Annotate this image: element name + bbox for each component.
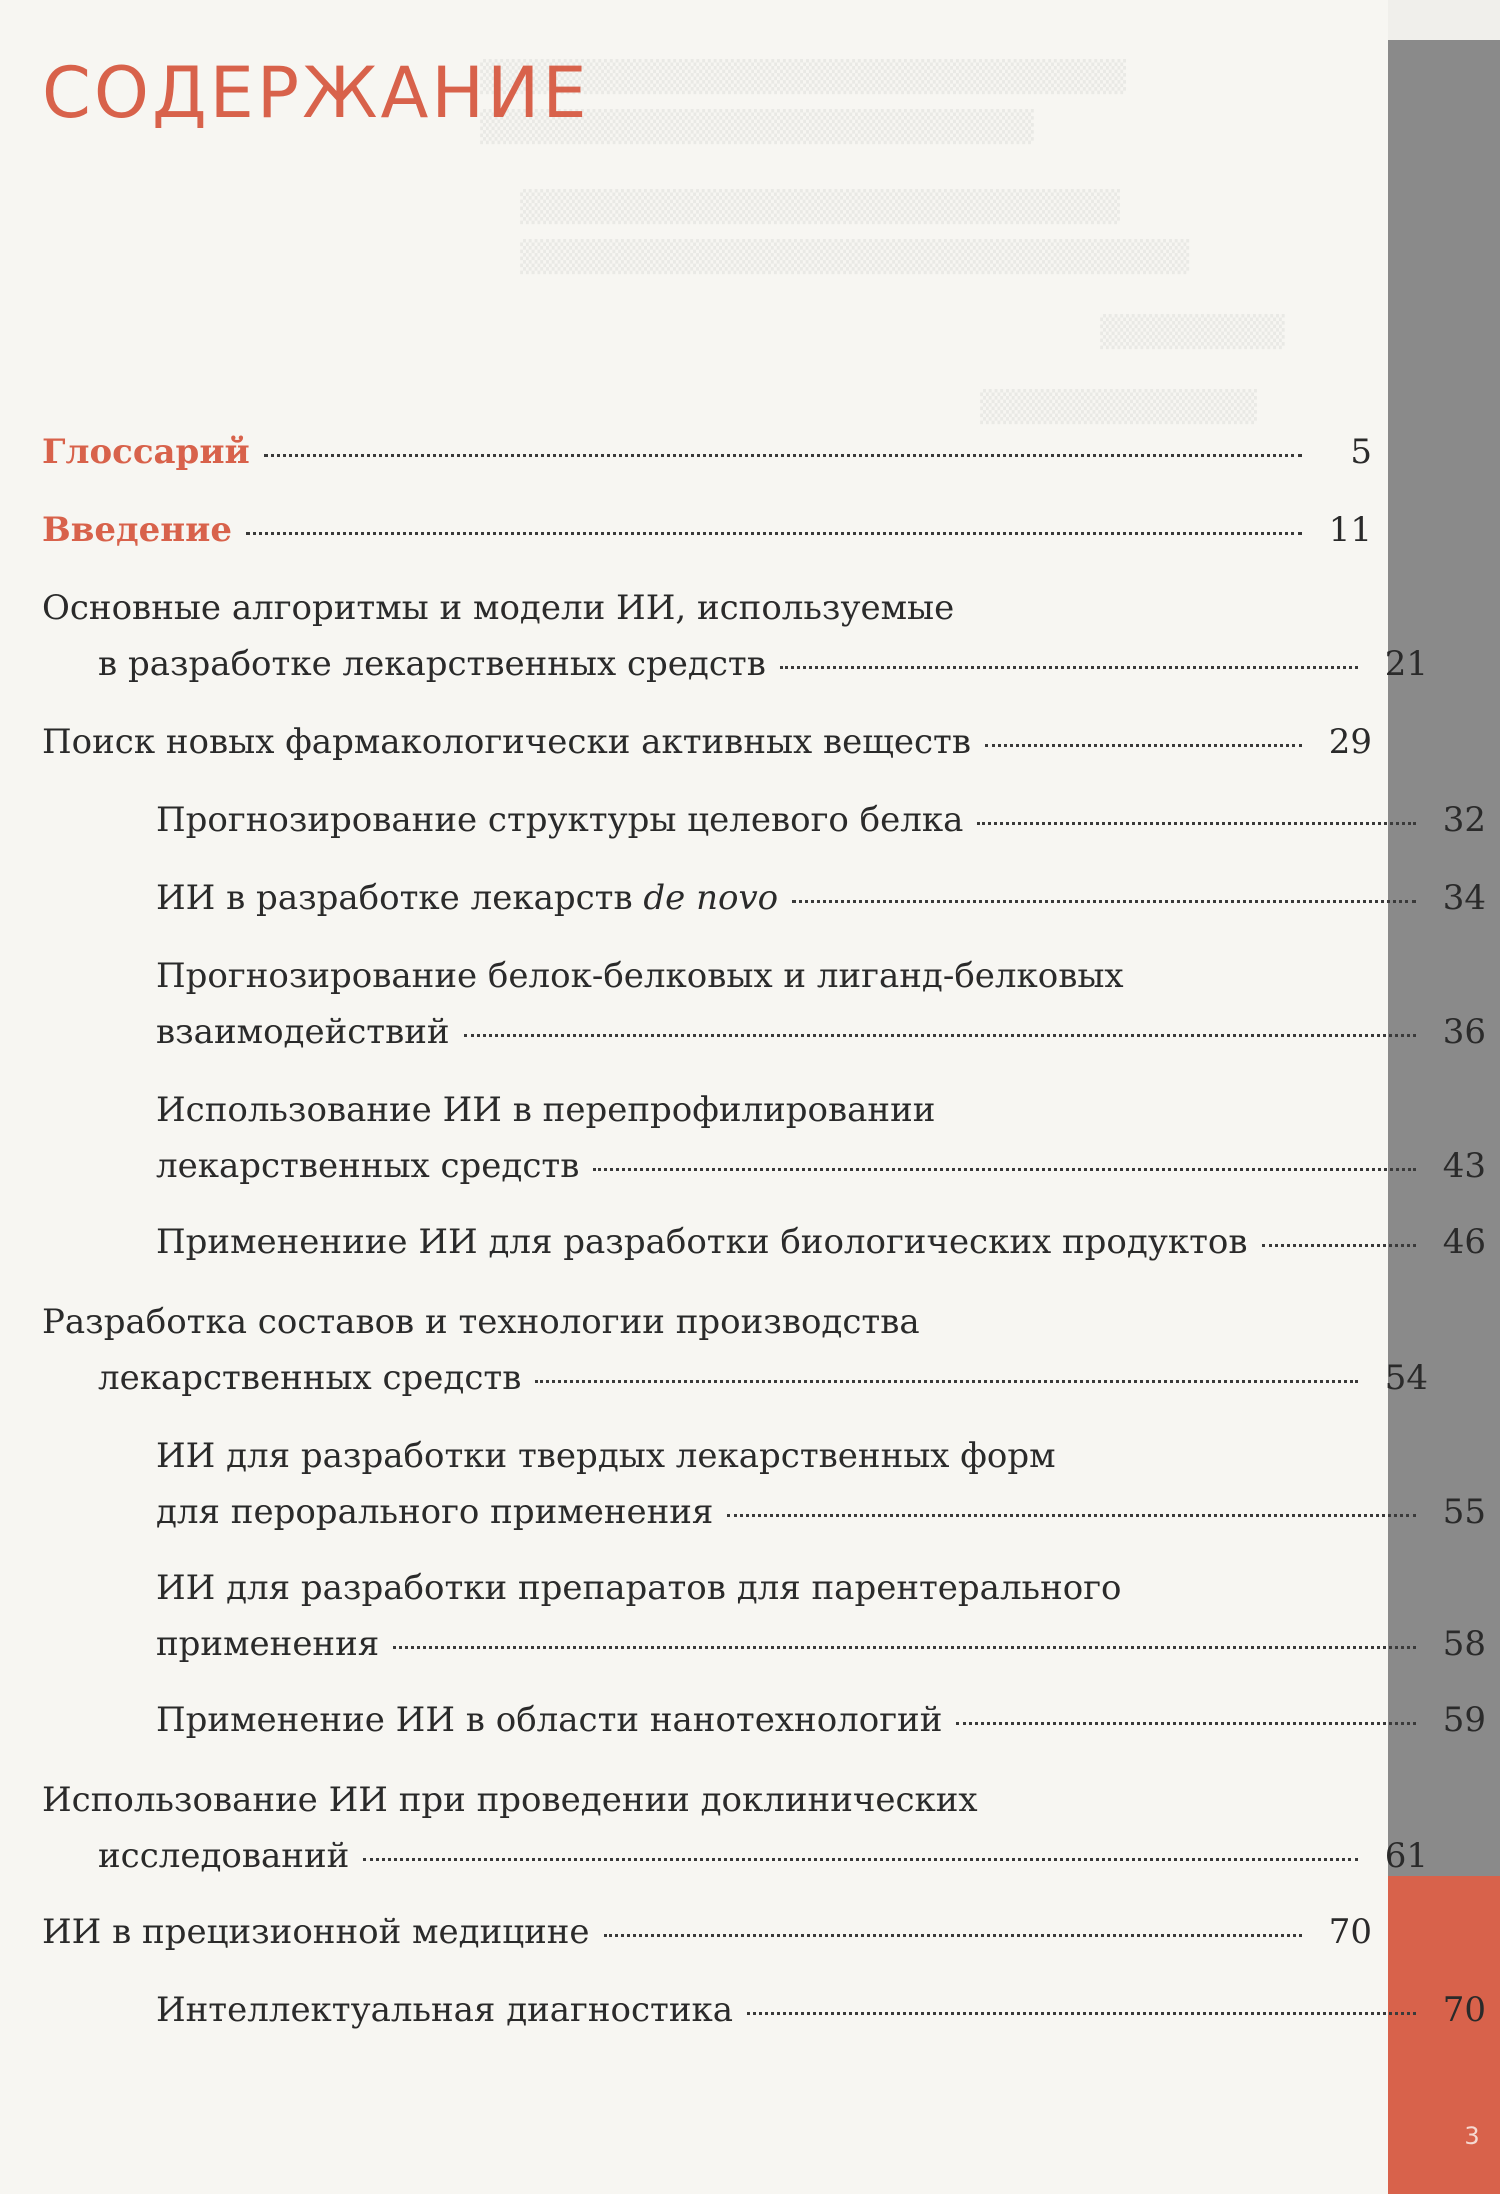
toc-entry-intro[interactable] <box>0 502 1372 558</box>
toc-entry-label: Глоссарий <box>42 432 250 472</box>
toc-entry-label <box>156 870 778 926</box>
toc-page-number: 59 <box>1442 1700 1486 1740</box>
dot-leader <box>246 531 1302 535</box>
dot-leader <box>464 1033 1416 1037</box>
toc-entry-parenteral[interactable] <box>0 1560 1486 1672</box>
toc-entry-label: Прогнозирование структуры целевого белка <box>156 800 964 840</box>
toc-page-number: 32 <box>1442 800 1486 840</box>
toc-entry-label: лекарственных средств <box>156 1146 580 1186</box>
toc-entry-label: лекарственных средств <box>98 1358 522 1398</box>
toc-page-number: 54 <box>1384 1358 1428 1398</box>
toc-page-number: 34 <box>1442 878 1486 918</box>
toc-entry-solid-forms[interactable] <box>0 1428 1486 1540</box>
toc-page-number: 29 <box>1328 722 1372 762</box>
toc-entry-label: Введение <box>42 510 233 550</box>
toc-page-number: 55 <box>1442 1492 1486 1532</box>
toc-page-number: 70 <box>1442 1990 1486 2030</box>
page-number: 3 <box>1464 2122 1480 2150</box>
show-through-text: ▒▒▒▒▒▒▒▒▒▒▒▒▒▒▒▒▒▒▒▒▒▒▒▒ <box>480 110 1034 145</box>
toc-entry-de-novo[interactable] <box>0 870 1486 926</box>
dot-leader <box>792 899 1416 903</box>
toc-entry-formulation[interactable] <box>0 1294 1428 1406</box>
dot-leader <box>393 1645 1416 1649</box>
dot-leader <box>1262 1243 1416 1247</box>
toc-entry-label: применения <box>156 1624 380 1664</box>
toc-page-number: 61 <box>1384 1836 1428 1876</box>
toc-entry-label: взаимодействий <box>156 1012 450 1052</box>
show-through-text: ▒▒▒▒▒▒▒▒ <box>1100 315 1285 350</box>
dot-leader <box>535 1379 1358 1383</box>
toc-entry-label-line1: Использование ИИ в перепрофилировании <box>156 1090 936 1130</box>
toc-page-number: 5 <box>1350 432 1372 472</box>
toc-page-number: 58 <box>1442 1624 1486 1664</box>
toc-entry-protein-structure[interactable] <box>0 792 1486 848</box>
toc-entry-label-line1: ИИ для разработки твердых лекарственных форм <box>156 1436 1056 1476</box>
toc-entry-repurposing[interactable] <box>0 1082 1486 1194</box>
toc-entry-biologics[interactable] <box>0 1214 1486 1270</box>
toc-entry-preclinical[interactable] <box>0 1772 1428 1884</box>
dot-leader <box>363 1857 1358 1861</box>
toc-entry-label: для перорального применения <box>156 1492 714 1532</box>
dot-leader <box>956 1721 1416 1725</box>
toc-entry-nano[interactable] <box>0 1692 1486 1748</box>
toc-entry-precision[interactable] <box>0 1904 1372 1960</box>
toc-entry-label: Интеллектуальная диагностика <box>156 1990 734 2030</box>
toc-entry-search[interactable] <box>0 714 1372 770</box>
toc-entry-diagnostics[interactable] <box>0 1982 1486 2038</box>
toc-entry-label-line1: Прогнозирование белок-белковых и лиганд-белковых <box>156 956 1124 996</box>
toc-page-number: 70 <box>1328 1912 1372 1952</box>
toc-entry-glossary[interactable] <box>0 424 1372 480</box>
toc-entry-label: Применение ИИ в области нанотехнологий <box>156 1700 943 1740</box>
toc-entry-label-line1: Разработка составов и технологии производства <box>42 1302 920 1342</box>
toc-entry-label-line1: Основные алгоритмы и модели ИИ, используемые <box>42 588 955 628</box>
toc-page-number: 36 <box>1442 1012 1486 1052</box>
dot-leader <box>727 1513 1416 1517</box>
show-through-text: ▒▒▒▒▒▒▒▒▒▒▒▒▒▒▒▒▒▒▒▒▒▒▒▒▒▒ <box>520 190 1120 225</box>
toc-page-number: 43 <box>1442 1146 1486 1186</box>
dot-leader <box>593 1167 1416 1171</box>
page-title: СОДЕРЖАНИЕ <box>42 52 590 134</box>
show-through-text: ▒▒▒▒▒▒▒▒▒▒▒▒▒▒▒▒▒▒▒▒▒▒▒▒▒▒▒▒ <box>480 60 1126 95</box>
toc-entry-label-text: ИИ в разработке лекарств <box>156 878 644 918</box>
toc-page-number: 21 <box>1384 644 1428 684</box>
dot-leader <box>985 743 1302 747</box>
toc-entry-interactions[interactable] <box>0 948 1486 1060</box>
dot-leader <box>264 453 1302 457</box>
toc-entry-label: Применениие ИИ для разработки биологических продуктов <box>156 1222 1248 1262</box>
toc-page-number: 11 <box>1328 510 1372 550</box>
toc-entry-label-italic: de novo <box>643 878 779 918</box>
dot-leader <box>747 2011 1416 2015</box>
show-through-text: ▒▒▒▒▒▒▒▒▒▒▒▒ <box>980 390 1257 425</box>
toc-entry-label-line1: Использование ИИ при проведении доклинических <box>42 1780 978 1820</box>
toc-entry-label: ИИ в прецизионной медицине <box>42 1912 590 1952</box>
toc-entry-algorithms[interactable] <box>0 580 1428 692</box>
toc-entry-label: в разработке лекарственных средств <box>98 644 766 684</box>
dot-leader <box>780 665 1358 669</box>
show-through-text: ▒▒▒▒▒▒▒▒▒▒▒▒▒▒▒▒▒▒▒▒▒▒▒▒▒▒▒▒▒ <box>520 240 1190 275</box>
dot-leader <box>977 821 1416 825</box>
toc-entry-label: исследований <box>98 1836 350 1876</box>
toc-page-number: 46 <box>1442 1222 1486 1262</box>
dot-leader <box>604 1933 1302 1937</box>
toc-entry-label-line1: ИИ для разработки препаратов для парентерального <box>156 1568 1122 1608</box>
toc-entry-label: Поиск новых фармакологически активных веществ <box>42 722 972 762</box>
